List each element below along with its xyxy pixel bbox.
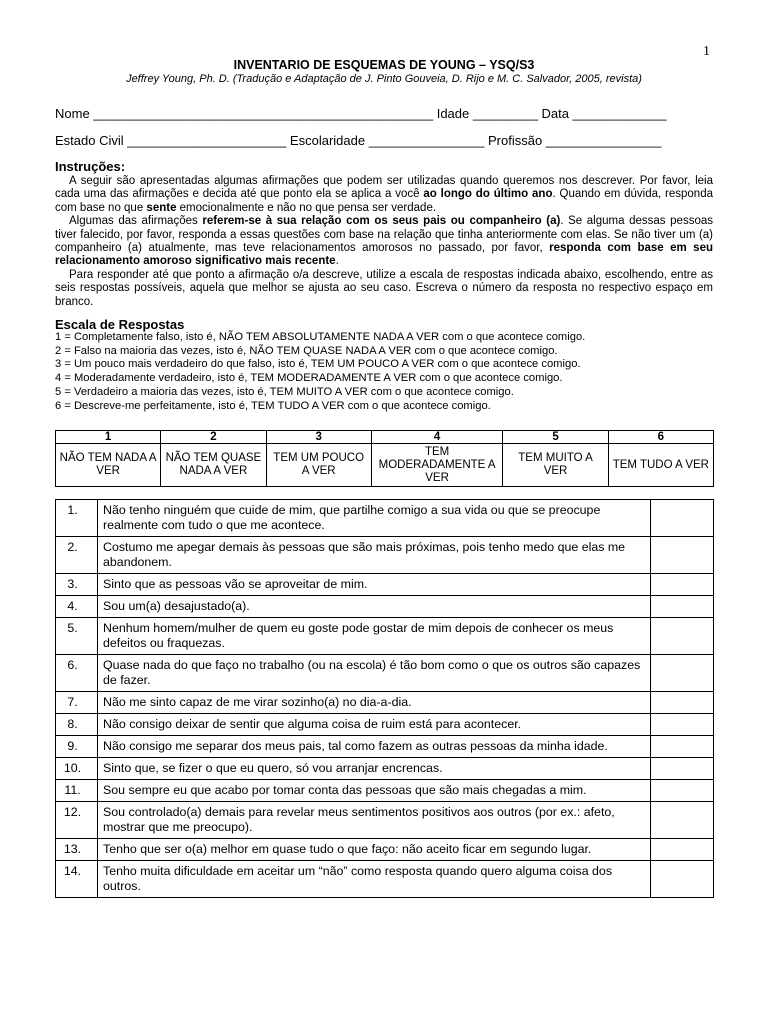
answer-cell[interactable]: [651, 758, 714, 780]
instructions-paragraph-2: Algumas das afirmações referem-se à sua relação com os seus pais ou companheiro (a). Se alguma dessas pessoas tiver falecido, por favor, responda a essas questões com base na relação que tinha anteriormente com elas. Se não tiver um (a) companheiro (a) atualmente, mas teve relacionamentos amorosos no passado, por favor, responda com base em seu relacionamento amoroso significativo mais recente.: [55, 215, 713, 268]
table-row: [56, 596, 714, 618]
scale-label: TEM TUDO A VER: [608, 444, 713, 487]
scale-line: 6 = Descreve-me perfeitamente, isto é, TEM TUDO A VER com o que acontece comigo.: [55, 399, 491, 412]
answer-cell[interactable]: [651, 861, 714, 898]
answer-cell[interactable]: [651, 714, 714, 736]
table-row: [56, 780, 714, 802]
item-number: 3.: [56, 574, 98, 596]
scale-number: 6: [608, 431, 713, 444]
table-row: [56, 714, 714, 736]
item-number: 10.: [56, 758, 98, 780]
scale-number: 1: [56, 431, 161, 444]
item-text: Sou um(a) desajustado(a).: [98, 596, 651, 618]
instructions-paragraph-1: A seguir são apresentadas algumas afirmações que podem ser utilizadas quando queremos nos descrever. Por favor, leia cada uma das afirmações e decida até que ponto ela se aplica a você ao longo do último ano. Quando em dúvida, responda com base no que sente emocionalmente e não no que pensa ser verdade.: [55, 175, 713, 214]
table-row: [56, 500, 714, 537]
item-number: 7.: [56, 692, 98, 714]
answer-cell[interactable]: [651, 839, 714, 861]
item-text: Sou sempre eu que acabo por tomar conta das pessoas que são mais chegadas a mim.: [98, 780, 651, 802]
item-text: Sou controlado(a) demais para revelar meus sentimentos positivos aos outros (por ex.: afeto, mostrar que me preocupo).: [98, 802, 651, 839]
item-number: 13.: [56, 839, 98, 861]
document-subtitle: Jeffrey Young, Ph. D. (Tradução e Adaptação de J. Pinto Gouveia, D. Rijo e M. C. Salvador, 2005, revista): [126, 73, 642, 85]
scale-line: 2 = Falso na maioria das vezes, isto é, NÃO TEM QUASE NADA A VER com o que acontece comigo.: [55, 344, 558, 357]
item-number: 6.: [56, 655, 98, 692]
item-text: Costumo me apegar demais às pessoas que são mais próximas, pois tenho medo que elas me abandonem.: [98, 537, 651, 574]
scale-label: NÃO TEM NADA A VER: [56, 444, 161, 487]
item-number: 8.: [56, 714, 98, 736]
answer-cell[interactable]: [651, 802, 714, 839]
scale-line: 4 = Moderadamente verdadeiro, isto é, TEM MODERADAMENTE A VER com o que acontece comigo.: [55, 372, 563, 385]
scale-table: [55, 430, 714, 487]
item-number: 9.: [56, 736, 98, 758]
personal-info-line-2[interactable]: Estado Civil ______________________ Escolaridade ________________ Profissão ________________: [55, 133, 662, 148]
table-row: [56, 861, 714, 898]
document-title: INVENTARIO DE ESQUEMAS DE YOUNG – YSQ/S3: [233, 58, 535, 72]
scale-line: 3 = Um pouco mais verdadeiro do que falso, isto é, TEM UM POUCO A VER com o que acontece comigo.: [55, 358, 581, 371]
item-text: Não consigo deixar de sentir que alguma coisa de ruim está para acontecer.: [98, 714, 651, 736]
table-row: [56, 537, 714, 574]
table-row: [56, 655, 714, 692]
table-row: [56, 758, 714, 780]
answer-cell[interactable]: [651, 537, 714, 574]
item-text: Nenhum homem/mulher de quem eu goste pode gostar de mim depois de conhecer os meus defeitos ou fraquezas.: [98, 618, 651, 655]
table-row: [56, 736, 714, 758]
table-row: [56, 692, 714, 714]
instructions-paragraph-3: Para responder até que ponto a afirmação o/a descreve, utilize a escala de respostas indicada abaixo, escolhendo, entre as seis respostas possíveis, aquela que melhor se ajusta ao seu caso. Escreva o número da resposta no respectivo espaço em branco.: [55, 268, 713, 308]
scale-number: 3: [266, 431, 371, 444]
answer-cell[interactable]: [651, 780, 714, 802]
item-text: Sinto que, se fizer o que eu quero, só vou arranjar encrencas.: [98, 758, 651, 780]
table-row: [56, 618, 714, 655]
item-number: 5.: [56, 618, 98, 655]
answer-cell[interactable]: [651, 618, 714, 655]
personal-info-line-1[interactable]: Nome _______________________________________________ Idade _________ Data _____________: [55, 106, 667, 121]
answer-cell[interactable]: [651, 596, 714, 618]
item-number: 2.: [56, 537, 98, 574]
scale-label: TEM MUITO A VER: [503, 444, 608, 487]
scale-number: 5: [503, 431, 608, 444]
table-row: [56, 802, 714, 839]
answer-cell[interactable]: [651, 655, 714, 692]
item-number: 4.: [56, 596, 98, 618]
answer-cell[interactable]: [651, 736, 714, 758]
scale-number: 4: [371, 431, 503, 444]
item-text: Tenho muita dificuldade em aceitar um “não” como resposta quando quero alguma coisa dos outros.: [98, 861, 651, 898]
scale-heading: Escala de Respostas: [55, 317, 185, 332]
item-text: Não tenho ninguém que cuide de mim, que partilhe comigo a sua vida ou que se preocupe realmente com tudo o que me acontece.: [98, 500, 651, 537]
page-number: 1: [703, 44, 710, 59]
table-row: [56, 574, 714, 596]
scale-line: 5 = Verdadeiro a maioria das vezes, isto é, TEM MUITO A VER com o que acontece comigo.: [55, 385, 514, 398]
item-text: Tenho que ser o(a) melhor em quase tudo o que faço: não aceito ficar em segundo lugar.: [98, 839, 651, 861]
scale-label: NÃO TEM QUASE NADA A VER: [161, 444, 266, 487]
instructions-body: [55, 175, 713, 309]
item-number: 12.: [56, 802, 98, 839]
instructions-heading: Instruções:: [55, 159, 126, 174]
items-table: [55, 499, 714, 898]
item-text: Sinto que as pessoas vão se aproveitar de mim.: [98, 574, 651, 596]
item-number: 11.: [56, 780, 98, 802]
item-number: 14.: [56, 861, 98, 898]
answer-cell[interactable]: [651, 500, 714, 537]
answer-cell[interactable]: [651, 574, 714, 596]
answer-cell[interactable]: [651, 692, 714, 714]
table-row: [56, 839, 714, 861]
scale-label: TEM UM POUCO A VER: [266, 444, 371, 487]
item-text: Não me sinto capaz de me virar sozinho(a) no dia-a-dia.: [98, 692, 651, 714]
scale-number: 2: [161, 431, 266, 444]
scale-label: TEM MODERADAMENTE A VER: [371, 444, 503, 487]
item-text: Quase nada do que faço no trabalho (ou na escola) é tão bom como o que os outros são capazes de fazer.: [98, 655, 651, 692]
item-text: Não consigo me separar dos meus pais, tal como fazem as outras pessoas da minha idade.: [98, 736, 651, 758]
scale-line: 1 = Completamente falso, isto é, NÃO TEM ABSOLUTAMENTE NADA A VER com o que acontece comigo.: [55, 331, 586, 343]
scale-list: [55, 331, 585, 413]
item-number: 1.: [56, 500, 98, 537]
